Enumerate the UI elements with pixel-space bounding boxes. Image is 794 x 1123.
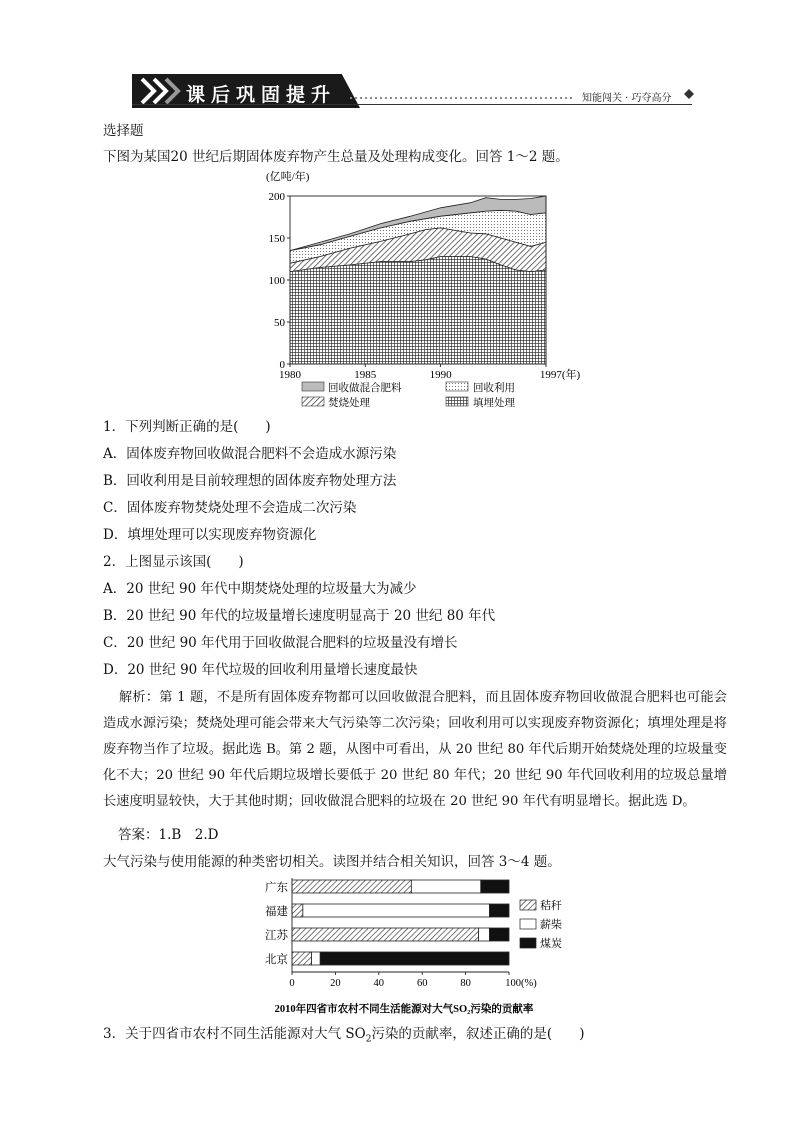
q2-option-c: C．20 世纪 90 年代用于回收做混合肥料的垃圾量没有增长 <box>103 635 458 651</box>
x-tick-label: 1985 <box>354 369 377 381</box>
q1-option-a: A．固体废弃物回收做混合肥料不会造成水源污染 <box>103 446 397 462</box>
legend-swatch-incinerate <box>302 397 324 406</box>
bar-segment-white <box>312 952 321 965</box>
x-tick-label: 80 <box>460 978 471 989</box>
header-divider-dots <box>350 97 572 99</box>
x-tick-label: 1997(年) <box>539 369 581 381</box>
x-tick-label: 0 <box>289 978 295 989</box>
q3-stem-pre: 3．关于四省市农村不同生活能源对大气 SO <box>103 1026 366 1042</box>
section-title: 选择题 <box>103 123 144 139</box>
bar-segment-black <box>489 928 509 941</box>
header-tagline: 知能闯关 · 巧夺高分 <box>582 93 672 104</box>
legend-label-coal: 煤炭 <box>540 938 562 950</box>
legend-swatch-coal <box>520 938 536 948</box>
header-rule <box>132 104 692 105</box>
y-tick-label: 200 <box>268 191 285 203</box>
y-axis-label: (亿吨/年) <box>266 171 310 183</box>
x-tick-label: 20 <box>330 978 341 989</box>
q3-stem-sub: 2 <box>365 1034 372 1045</box>
bar-chart-caption: 2010年四省市农村不同生活能源对大气SO₂污染的贡献率 <box>274 1004 534 1015</box>
q2-option-a: A．20 世纪 90 年代中期焚烧处理的垃圾量大为减少 <box>103 581 417 597</box>
analysis-paragraph: 解析：第 1 题，不是所有固体废弃物都可以回收做混合肥料，而且固体废弃物回收做混合肥料也可能会造成水源污染；焚烧处理可能会带来大气污染等二次污染；回收利用可以实现废弃物资源化；填埋处理是将废弃物当作了垃圾。据此选 B。第 2 题，从图中可看出，从 20 世纪 80 年代后期开始焚烧处理的垃圾量变化不大；20 世纪 90 年代后期垃圾增长要低于 20 世纪 80 年代；20 世纪 90 年代回收利用的垃圾总量增长速度明显较快，大于其他时期；回收做混合肥料的垃圾在 20 世纪 90 年代有明显增长。据此选 D。 <box>103 690 727 809</box>
y-tick-label: 100 <box>268 275 285 287</box>
x-tick-label: 60 <box>416 978 428 989</box>
bar-segment-white <box>303 904 490 917</box>
so2-bar-chart <box>258 874 578 1020</box>
bar-segment-black <box>481 880 509 893</box>
x-tick-label: 1990 <box>429 369 452 381</box>
q3-stem <box>103 1025 584 1049</box>
bar-segment-hatch <box>292 904 303 917</box>
legend-swatch-compost <box>302 382 324 391</box>
category-label: 福建 <box>265 906 288 918</box>
legend-label-compost: 回收做混合肥料 <box>328 383 402 394</box>
chevron-icon <box>140 77 182 105</box>
legend-swatch-firewood <box>520 919 536 929</box>
q1-option-d: D．填埋处理可以实现废弃物资源化 <box>103 527 317 543</box>
legend-swatch-recycle <box>446 382 468 391</box>
legend-label-landfill: 填埋处理 <box>473 398 515 409</box>
bar-segment-hatch <box>292 928 479 941</box>
bar-segment-hatch <box>292 880 411 893</box>
legend-label-incinerate: 焚烧处理 <box>328 398 370 409</box>
q1-option-c: C．固体废弃物焚烧处理不会造成二次污染 <box>103 500 357 516</box>
bar-segment-white <box>411 880 480 893</box>
legend-swatch-straw <box>520 900 536 910</box>
y-tick-label: 0 <box>279 359 285 371</box>
legend-label-firewood: 薪柴 <box>540 919 562 931</box>
header-title: 课后巩固提升 <box>186 84 337 106</box>
q3-stem-post: 污染的贡献率，叙述正确的是( ) <box>371 1026 585 1042</box>
bar-segment-black <box>489 904 509 917</box>
x-tick-label: 40 <box>373 978 385 989</box>
q1-stem: 1．下列判断正确的是( ) <box>103 419 271 435</box>
area-1 <box>290 257 546 365</box>
intro-q3-4: 大气污染与使用能源的种类密切相关。读图并结合相关知识，回答 3～4 题。 <box>103 854 561 870</box>
x-tick-label: 1980 <box>279 369 301 381</box>
legend-swatch-landfill <box>446 397 468 406</box>
y-tick-label: 50 <box>274 317 285 329</box>
legend-label-straw: 秸秆 <box>540 900 562 912</box>
bar-segment-black <box>320 952 509 965</box>
answer-line: 答案：1.B 2.D <box>118 827 219 843</box>
waste-area-chart <box>262 166 582 414</box>
category-label: 江苏 <box>265 930 288 942</box>
bar-segment-white <box>479 928 490 941</box>
category-label: 北京 <box>265 954 288 966</box>
q2-option-d: D．20 世纪 90 年代垃圾的回收利用量增长速度最快 <box>103 662 418 678</box>
intro-q1-2: 下图为某国20 世纪后期固体废弃物产生总量及处理构成变化。回答 1～2 题。 <box>103 149 569 165</box>
q2-option-b: B．20 世纪 90 年代的垃圾量增长速度明显高于 20 世纪 80 年代 <box>103 608 496 624</box>
q1-option-b: B．回收利用是目前较理想的固体废弃物处理方法 <box>103 473 397 489</box>
legend-label-recycle: 回收利用 <box>473 383 515 394</box>
y-tick-label: 150 <box>268 233 285 245</box>
category-label: 广东 <box>265 882 288 894</box>
bar-segment-hatch <box>292 952 312 965</box>
diamond-icon <box>684 89 694 99</box>
q2-stem: 2．上图显示该国( ) <box>103 554 244 570</box>
x-tick-label: 100(%) <box>505 978 537 989</box>
